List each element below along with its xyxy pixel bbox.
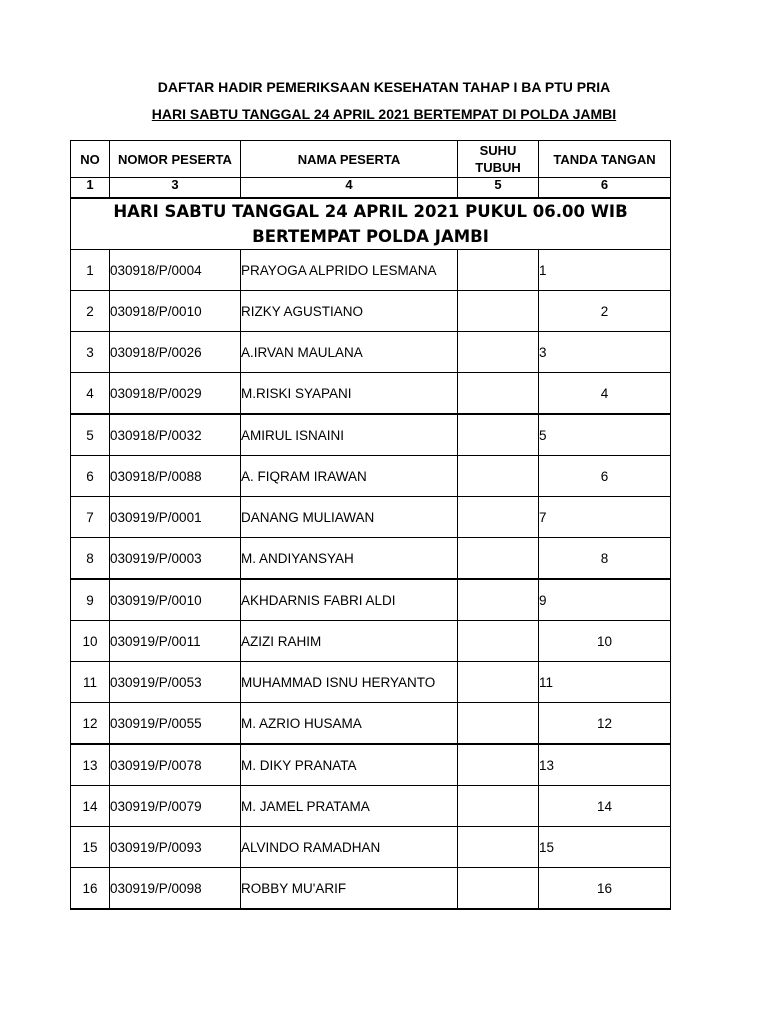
row-suhu-tubuh (458, 662, 539, 703)
table-row (71, 744, 671, 786)
row-no: 2 (71, 291, 110, 332)
row-nama-peserta: AMIRUL ISNAINI (241, 414, 458, 456)
row-no: 8 (71, 538, 110, 580)
row-nama-peserta: AZIZI RAHIM (241, 621, 458, 662)
row-tanda-tangan: 11 (539, 662, 671, 703)
table-row (71, 291, 671, 332)
row-nomor-peserta: 030919/P/0079 (110, 786, 241, 827)
row-no: 5 (71, 414, 110, 456)
header-no: NO (71, 141, 110, 178)
header-tanda-tangan: TANDA TANGAN (539, 141, 671, 178)
row-suhu-tubuh (458, 497, 539, 538)
row-nomor-peserta: 030919/P/0001 (110, 497, 241, 538)
table-row (71, 621, 671, 662)
row-nama-peserta: A.IRVAN MAULANA (241, 332, 458, 373)
row-nomor-peserta: 030918/P/0026 (110, 332, 241, 373)
row-no: 16 (71, 868, 110, 910)
column-number-row (71, 178, 671, 199)
colnum-tanda: 6 (539, 178, 671, 199)
header-nomor-peserta: NOMOR PESERTA (110, 141, 241, 178)
table-row (71, 786, 671, 827)
row-nama-peserta: M. ANDIYANSYAH (241, 538, 458, 580)
session-line2: BERTEMPAT POLDA JAMBI (252, 227, 489, 246)
header-suhu-tubuh (458, 141, 539, 178)
row-nomor-peserta: 030918/P/0088 (110, 456, 241, 497)
row-tanda-tangan: 9 (539, 579, 671, 621)
document-title: DAFTAR HADIR PEMERIKSAAN KESEHATAN TAHAP I BA PTU PRIA (157, 79, 611, 95)
row-suhu-tubuh (458, 621, 539, 662)
row-suhu-tubuh (458, 579, 539, 621)
row-tanda-tangan: 5 (539, 414, 671, 456)
table-row (71, 497, 671, 538)
row-nama-peserta: M. JAMEL PRATAMA (241, 786, 458, 827)
row-tanda-tangan: 12 (539, 703, 671, 745)
row-tanda-tangan: 13 (539, 744, 671, 786)
row-suhu-tubuh (458, 291, 539, 332)
row-tanda-tangan: 3 (539, 332, 671, 373)
row-tanda-tangan: 6 (539, 456, 671, 497)
row-no: 12 (71, 703, 110, 745)
row-tanda-tangan: 7 (539, 497, 671, 538)
colnum-nama: 4 (241, 178, 458, 199)
table-row (71, 703, 671, 745)
row-suhu-tubuh (458, 827, 539, 868)
colnum-nomor: 3 (110, 178, 241, 199)
row-nomor-peserta: 030918/P/0004 (110, 250, 241, 291)
row-tanda-tangan: 1 (539, 250, 671, 291)
row-tanda-tangan: 4 (539, 373, 671, 415)
row-suhu-tubuh (458, 538, 539, 580)
row-suhu-tubuh (458, 744, 539, 786)
attendance-table (70, 140, 671, 910)
row-nama-peserta: AKHDARNIS FABRI ALDI (241, 579, 458, 621)
row-suhu-tubuh (458, 373, 539, 415)
row-nomor-peserta: 030919/P/0055 (110, 703, 241, 745)
row-no: 11 (71, 662, 110, 703)
colnum-no: 1 (71, 178, 110, 199)
row-nomor-peserta: 030918/P/0010 (110, 291, 241, 332)
row-nama-peserta: A. FIQRAM IRAWAN (241, 456, 458, 497)
table-row (71, 250, 671, 291)
row-nomor-peserta: 030919/P/0003 (110, 538, 241, 580)
row-tanda-tangan: 14 (539, 786, 671, 827)
session-row (71, 198, 671, 250)
table-row (71, 579, 671, 621)
row-nomor-peserta: 030918/P/0029 (110, 373, 241, 415)
row-tanda-tangan: 8 (539, 538, 671, 580)
table-row (71, 662, 671, 703)
row-suhu-tubuh (458, 250, 539, 291)
row-no: 13 (71, 744, 110, 786)
row-nomor-peserta: 030918/P/0032 (110, 414, 241, 456)
table-row (71, 332, 671, 373)
row-no: 14 (71, 786, 110, 827)
row-nama-peserta: M. DIKY PRANATA (241, 744, 458, 786)
row-no: 7 (71, 497, 110, 538)
row-nama-peserta: DANANG MULIAWAN (241, 497, 458, 538)
row-nama-peserta: MUHAMMAD ISNU HERYANTO (241, 662, 458, 703)
row-nomor-peserta: 030919/P/0098 (110, 868, 241, 910)
row-nama-peserta: RIZKY AGUSTIANO (241, 291, 458, 332)
row-no: 9 (71, 579, 110, 621)
row-nomor-peserta: 030919/P/0053 (110, 662, 241, 703)
table-row (71, 827, 671, 868)
row-suhu-tubuh (458, 703, 539, 745)
table-row (71, 456, 671, 497)
row-no: 10 (71, 621, 110, 662)
row-tanda-tangan: 15 (539, 827, 671, 868)
row-tanda-tangan: 10 (539, 621, 671, 662)
session-line1: HARI SABTU TANGGAL 24 APRIL 2021 PUKUL 06.00 WIB (113, 202, 628, 221)
session-heading (71, 198, 671, 250)
row-nama-peserta: M. AZRIO HUSAMA (241, 703, 458, 745)
row-no: 6 (71, 456, 110, 497)
header-row (71, 141, 671, 178)
row-no: 4 (71, 373, 110, 415)
table-row (71, 868, 671, 910)
table-row (71, 373, 671, 415)
row-no: 1 (71, 250, 110, 291)
row-suhu-tubuh (458, 414, 539, 456)
header-nama-peserta: NAMA PESERTA (241, 141, 458, 178)
row-nomor-peserta: 030919/P/0011 (110, 621, 241, 662)
row-suhu-tubuh (458, 868, 539, 910)
row-nomor-peserta: 030919/P/0010 (110, 579, 241, 621)
document-subtitle: HARI SABTU TANGGAL 24 APRIL 2021 BERTEMPAT DI POLDA JAMBI (151, 106, 617, 122)
row-nama-peserta: M.RISKI SYAPANI (241, 373, 458, 415)
row-tanda-tangan: 16 (539, 868, 671, 910)
row-nomor-peserta: 030919/P/0078 (110, 744, 241, 786)
row-suhu-tubuh (458, 456, 539, 497)
row-nama-peserta: ALVINDO RAMADHAN (241, 827, 458, 868)
row-nama-peserta: ROBBY MU'ARIF (241, 868, 458, 910)
table-row (71, 538, 671, 580)
row-nama-peserta: PRAYOGA ALPRIDO LESMANA (241, 250, 458, 291)
header-suhu-line1: SUHU (479, 143, 517, 158)
row-suhu-tubuh (458, 786, 539, 827)
table-row (71, 414, 671, 456)
header-suhu-line2: TUBUH (475, 160, 521, 175)
row-nomor-peserta: 030919/P/0093 (110, 827, 241, 868)
row-suhu-tubuh (458, 332, 539, 373)
row-no: 3 (71, 332, 110, 373)
row-no: 15 (71, 827, 110, 868)
colnum-suhu: 5 (458, 178, 539, 199)
row-tanda-tangan: 2 (539, 291, 671, 332)
